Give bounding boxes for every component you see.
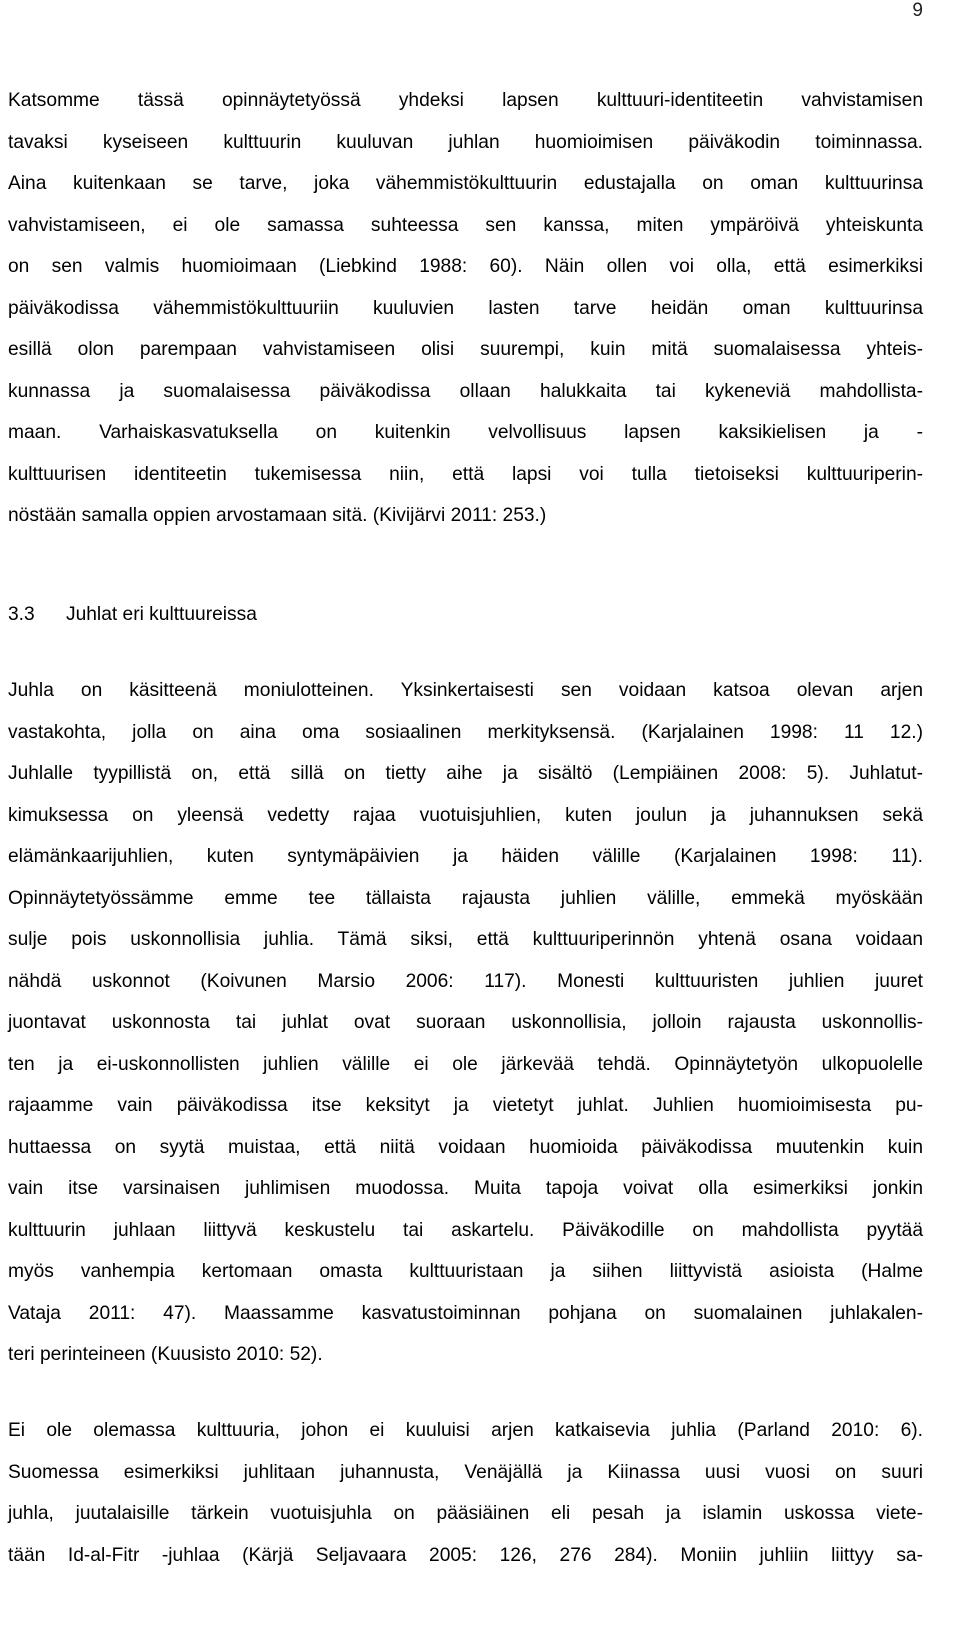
- paragraph-line: huttaessa on syytä muistaa, että niitä voidaan huomioida päiväkodissa muutenkin kuin: [8, 1136, 923, 1158]
- section-title: Juhlat eri kulttuureissa: [66, 604, 257, 625]
- paragraph-line: kunnassa ja suomalaisessa päiväkodissa ollaan halukkaita tai kykeneviä mahdollista-: [8, 380, 923, 402]
- section-heading: [8, 594, 257, 636]
- paragraph-line: ten ja ei-uskonnollisten juhlien välille ei ole järkevää tehdä. Opinnäytetyön ulkopuolelle: [8, 1053, 923, 1075]
- paragraph-line: juontavat uskonnosta tai juhlat ovat suoraan uskonnollisia, jolloin rajausta uskonnollis-: [8, 1012, 923, 1033]
- paragraph-line: juhla, juutalaisille tärkein vuotuisjuhla on pääsiäinen eli pesah ja islamin uskossa viete-: [8, 1503, 923, 1524]
- paragraph-line: sulje pois uskonnollisia juhlia. Tämä siksi, että kulttuuriperinnön yhtenä osana voidaan: [8, 929, 923, 950]
- paragraph-line: Vataja 2011: 47). Maassamme kasvatustoiminnan pohjana on suomalainen juhlakalen-: [8, 1302, 923, 1324]
- paragraph-line: kimuksessa on yleensä vedetty rajaa vuotuisjuhlien, kuten joulun ja juhannuksen sekä: [8, 804, 923, 826]
- paragraph-line: vain itse varsinaisen juhlimisen muodossa. Muita tapoja voivat olla esimerkiksi jonkin: [8, 1178, 923, 1199]
- paragraph-line: on sen valmis huomioimaan (Liebkind 1988: 60). Näin ollen voi olla, että esimerkiksi: [8, 256, 923, 277]
- paragraph-line: elämänkaarijuhlien, kuten syntymäpäivien ja häiden välille (Karjalainen 1998: 11).: [8, 846, 923, 867]
- paragraph-line: Juhlalle tyypillistä on, että sillä on tietty aihe ja sisältö (Lempiäinen 2008: 5). Juhlatut-: [8, 763, 923, 784]
- paragraph-line: vastakohta, jolla on aina oma sosiaalinen merkityksensä. (Karjalainen 1998: 11 12.): [8, 721, 923, 743]
- paragraph-line: kulttuurin juhlaan liittyvä keskustelu tai askartelu. Päiväkodille on mahdollista pyytää: [8, 1219, 923, 1241]
- section-number: 3.3: [8, 604, 35, 625]
- paragraph-line: Suomessa esimerkiksi juhlitaan juhannusta, Venäjällä ja Kiinassa uusi vuosi on suuri: [8, 1461, 923, 1483]
- paragraph-line: rajaamme vain päiväkodissa itse keksityt ja vietetyt juhlat. Juhlien huomioimisesta pu-: [8, 1095, 923, 1116]
- paragraph-line: nähdä uskonnot (Koivunen Marsio 2006: 117). Monesti kulttuuristen juhlien juuret: [8, 970, 923, 992]
- paragraph-line: esillä olon parempaan vahvistamiseen olisi suurempi, kuin mitä suomalaisessa yhteis-: [8, 339, 923, 360]
- paragraph-line: maan. Varhaiskasvatuksella on kuitenkin velvollisuus lapsen kaksikielisen ja -: [8, 422, 923, 443]
- paragraph-2: [8, 670, 923, 1376]
- paragraph-line: Katsomme tässä opinnäytetyössä yhdeksi lapsen kulttuuri-identiteetin vahvistamisen: [8, 90, 923, 111]
- paragraph-line: teri perinteineen (Kuusisto 2010: 52).: [8, 1344, 323, 1365]
- paragraph-3: [8, 1410, 923, 1576]
- paragraph-line: päiväkodissa vähemmistökulttuuriin kuuluvien lasten tarve heidän oman kulttuurinsa: [8, 297, 923, 319]
- paragraph-line: kulttuurisen identiteetin tukemisessa niin, että lapsi voi tulla tietoiseksi kulttuuriperin-: [8, 463, 923, 485]
- paragraph-line: vahvistamiseen, ei ole samassa suhteessa sen kanssa, miten ympäröivä yhteiskunta: [8, 214, 923, 236]
- paragraph-line: myös vanhempia kertomaan omasta kulttuuristaan ja siihen liittyvistä asioista (Halme: [8, 1261, 923, 1282]
- paragraph-line: tavaksi kyseiseen kulttuurin kuuluvan juhlan huomioimisen päiväkodin toiminnassa.: [8, 131, 923, 153]
- paragraph-1: [8, 80, 923, 537]
- page-number: 9: [912, 0, 923, 21]
- paragraph-line: Juhla on käsitteenä moniulotteinen. Yksinkertaisesti sen voidaan katsoa olevan arjen: [8, 680, 923, 701]
- paragraph-line: tään Id-al-Fitr -juhlaa (Kärjä Seljavaara 2005: 126, 276 284). Moniin juhliin liittyy sa-: [8, 1544, 923, 1566]
- paragraph-line: Ei ole olemassa kulttuuria, johon ei kuuluisi arjen katkaisevia juhlia (Parland 2010: 6).: [8, 1420, 923, 1441]
- paragraph-line: nöstään samalla oppien arvostamaan sitä. (Kivijärvi 2011: 253.): [8, 505, 547, 526]
- paragraph-line: Opinnäytetyössämme emme tee tällaista rajausta juhlien välille, emmekä myöskään: [8, 887, 923, 909]
- paragraph-line: Aina kuitenkaan se tarve, joka vähemmistökulttuurin edustajalla on oman kulttuurinsa: [8, 173, 923, 194]
